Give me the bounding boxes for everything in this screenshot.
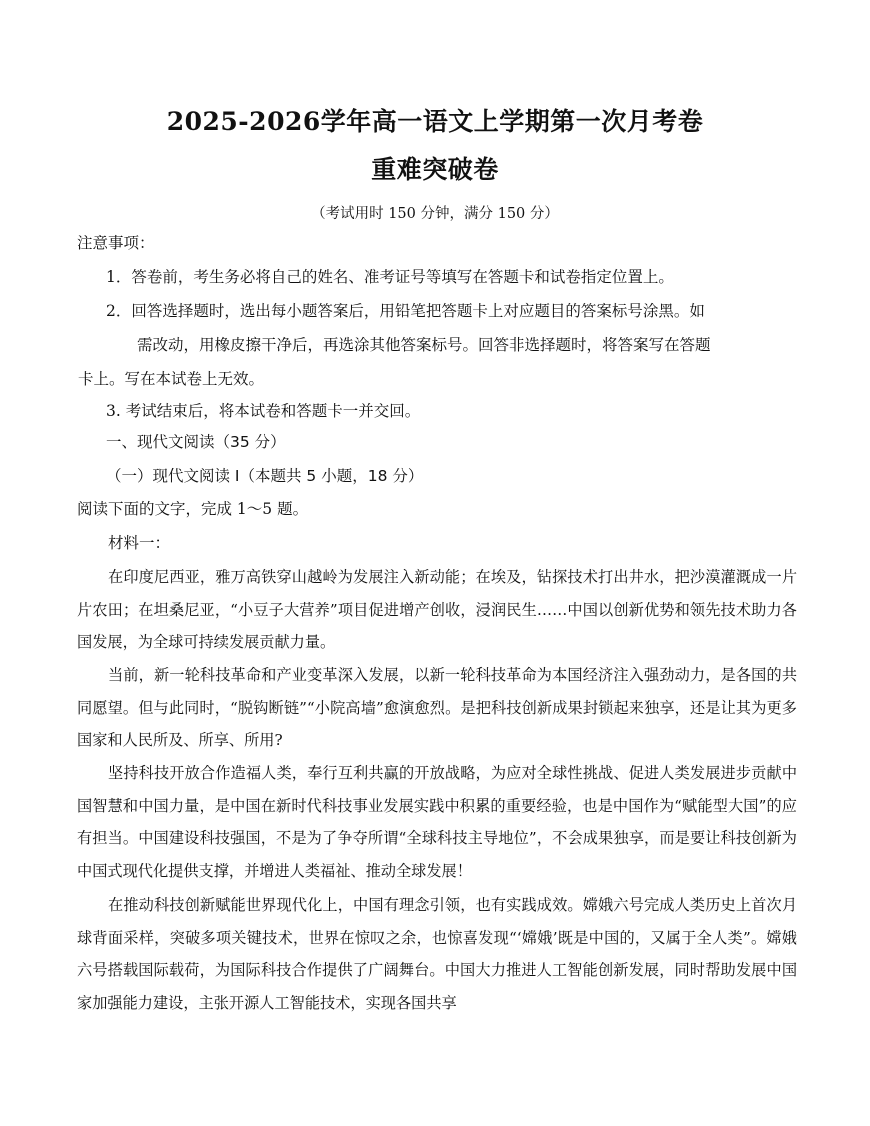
- paragraph-1: 在印度尼西亚，雅万高铁穿山越岭为发展注入新动能；在埃及，钻探技术打出井水，把沙漠灌溉成一片片农田；在坦桑尼亚，“小豆子大营养”项目促进增产创收，浸润民生……中国以创新优势和领先技术助力各国发展，为全球可持续发展贡献力量。: [77, 568, 797, 651]
- paragraph-3: 坚持科技开放合作造福人类，奉行互利共赢的开放战略，为应对全球性挑战、促进人类发展进步贡献中国智慧和中国力量，是中国在新时代科技事业发展实践中积累的重要经验，也是中国作为“赋能型大国”的应有担当。中国建设科技强国，不是为了争夺所谓“全球科技主导地位”，不会成果独享，而是要让科技创新为中国式现代化提供支撑，并增进人类福祉、推动全球发展！: [77, 764, 797, 880]
- notice-item-3: 3. 考试结束后，将本试卷和答题卡一并交回。: [106, 402, 421, 420]
- notice-item-2-cont: 需改动，用橡皮擦干净后，再选涂其他答案标号。回答非选择题时，将答案写在答题: [137, 336, 711, 354]
- reading-instruction: 阅读下面的文字，完成 1～5 题。: [77, 500, 309, 518]
- notice-item-2-end: 卡上。写在本试卷上无效。: [78, 370, 265, 388]
- exam-duration-info: （考试用时 150 分钟，满分 150 分）: [311, 206, 559, 222]
- notice-item-1: 1．答卷前，考生务必将自己的姓名、准考证号等填写在答题卡和试卷指定位置上。: [106, 268, 674, 286]
- exam-subtitle: 重难突破卷: [371, 155, 499, 184]
- notice-heading: 注意事项：: [77, 234, 155, 252]
- notice-item-2: 2．回答选择题时，选出每小题答案后，用铅笔把答题卡上对应题目的答案标号涂黑。如: [106, 302, 705, 320]
- exam-title: 2025-2026学年高一语文上学期第一次月考卷: [166, 107, 704, 136]
- paragraph-2: 当前，新一轮科技革命和产业变革深入发展，以新一轮科技革命为本国经济注入强劲动力，是各国的共同愿望。但与此同时，“脱钩断链”“小院高墙”愈演愈烈。是把科技创新成果封锁起来独享，还是让其为更多国家和人民所及、所享、所用?: [77, 666, 797, 749]
- section-heading: 一、现代文阅读（35 分）: [106, 433, 286, 451]
- material-label: 材料一：: [108, 534, 171, 552]
- paragraph-4: 在推动科技创新赋能世界现代化上，中国有理念引领，也有实践成效。嫦娥六号完成人类历史上首次月球背面采样，突破多项关键技术，世界在惊叹之余，也惊喜发现“‘嫦娥’既是中国的，又属于全人类”。嫦娥六号搭载国际载荷，为国际科技合作提供了广阔舞台。中国大力推进人工智能创新发展，同时帮助发展中国家加强能力建设，主张开源人工智能技术，实现各国共享: [77, 896, 797, 1012]
- subsection-heading: （一）现代文阅读 Ⅰ（本题共 5 小题，18 分）: [106, 467, 424, 485]
